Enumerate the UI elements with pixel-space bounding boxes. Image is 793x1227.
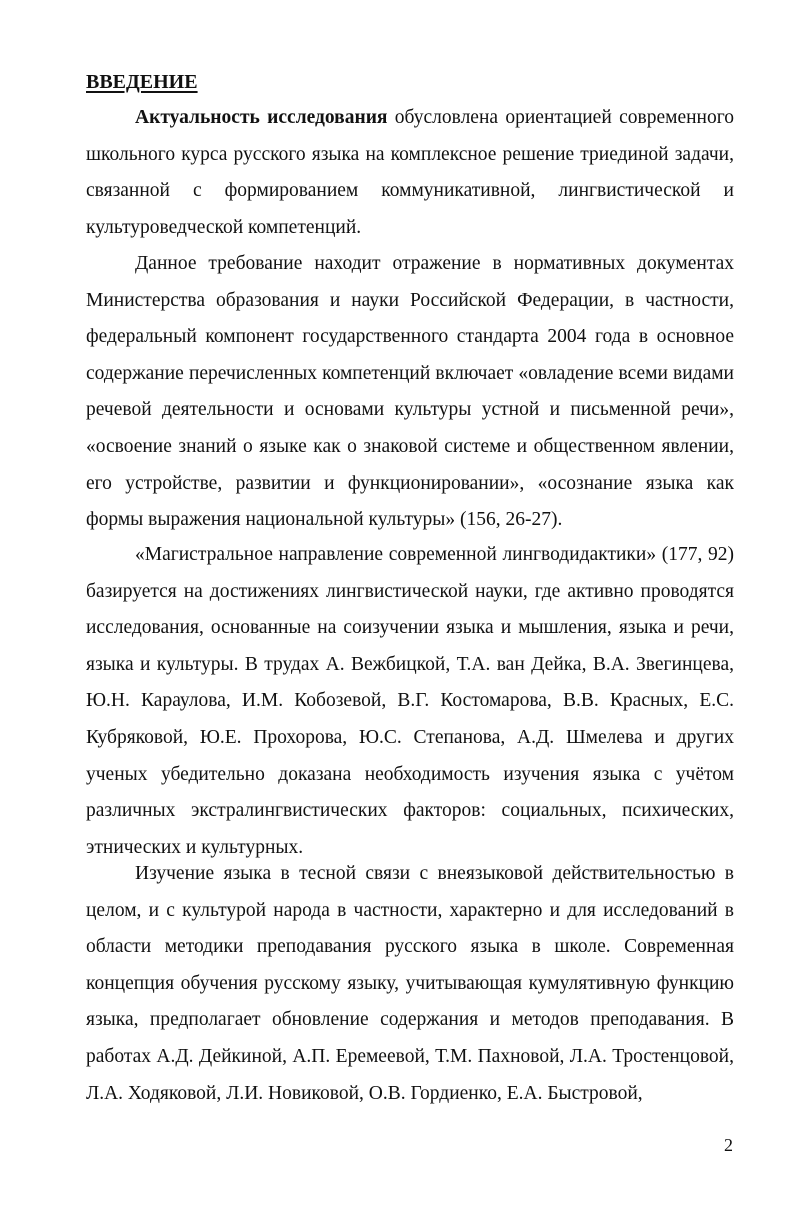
paragraph-relevance <box>86 100 734 246</box>
paragraph-text: Данное требование находит отражение в нормативных документах Министерства образования и науки Российской Федерации, в частности, федеральный компонент государственного стандарта 2004 года в основное содержание перечисленных компетенций включает «овладение всеми видами речевой деятельности и основами культуры устной и письменной речи», «освоение знаний о языке как о знаковой системе и общественном явлении, его устройстве, развитии и функционировании», «осознание языка как формы выражения национальной культуры» (156, 26-27). <box>86 253 734 531</box>
paragraph-methodology <box>86 856 734 1112</box>
paragraph-text: «Магистральное направление современной лингводидактики» (177, 92) базируется на достижениях лингвистической науки, где активно проводятся исследования, основанные на соизучении языка и мышления, языка и речи, языка и культуры. В трудах А. Вежбицкой, Т.А. ван Дейка, В.А. Звегинцева, Ю.Н. Караулова, И.М. Кобозевой, В.Г. Костомарова, В.В. Красных, Е.С. Кубряковой, Ю.Е. Прохорова, Ю.С. Степанова, А.Д. Шмелева и других ученых убедительно доказана необходимость изучения языка с учётом различных экстралингвистических факторов: социальных, психических, этнических и культурных. <box>86 544 734 858</box>
paragraph-standards <box>86 246 734 539</box>
paragraph-lead-bold: Актуальность исследования <box>135 107 388 128</box>
paragraph-linguodidactics <box>86 537 734 866</box>
paragraph-text: обусловлена ориентацией современного школьного курса русского языка на комплексное решение триединой задачи, связанной с формированием коммуникативной, лингвистической и культуроведческой компетенций. <box>86 107 734 238</box>
section-heading: ВВЕДЕНИЕ <box>86 71 198 93</box>
page-number: 2 <box>724 1135 733 1155</box>
paragraph-text: Изучение языка в тесной связи с внеязыковой действительностью в целом, и с культурой народа в частности, характерно и для исследований в области методики преподавания русского языка в школе. Современная концепция обучения русскому языку, учитывающая кумулятивную функцию языка, предполагает обновление содержания и методов преподавания. В работах А.Д. Дейкиной, А.П. Еремеевой, Т.М. Пахновой, Л.А. Тростенцовой, Л.А. Ходяковой, Л.И. Новиковой, О.В. Гордиенко, Е.А. Быстровой, <box>86 863 734 1104</box>
